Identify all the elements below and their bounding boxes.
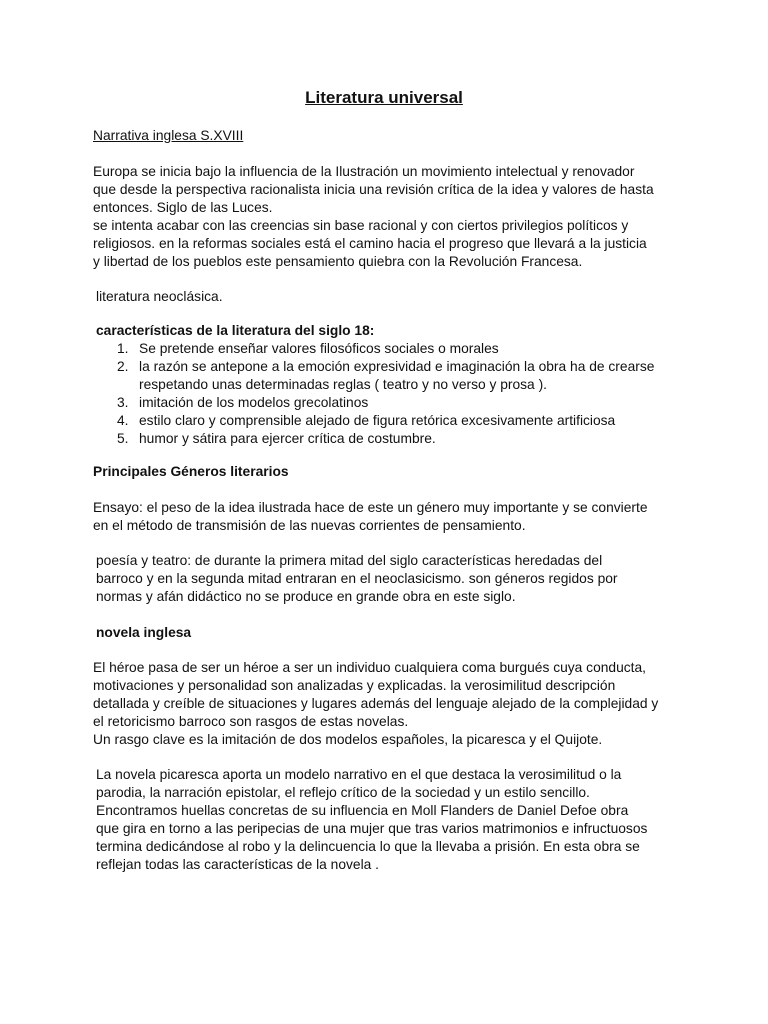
list-number: 5.	[117, 431, 129, 446]
picaresque-line: parodia, la narración epistolar, el reflejo crítico de la sociedad y un estilo sencillo.	[96, 785, 590, 800]
intro-line: y libertad de los pueblos este pensamiento quiebra con la Revolución Francesa.	[93, 254, 583, 269]
novel-line: detallada y creíble de situaciones y lugares además del lenguaje alejado de la complejidad y	[93, 696, 659, 711]
list-item-text: estilo claro y comprensible alejado de figura retórica excesivamente artificiosa	[139, 413, 616, 428]
picaresque-line: termina dedicándose al robo y la delincuencia lo que la llevaba a prisión. En esta obra se	[96, 839, 640, 854]
list-item-text: imitación de los modelos grecolatinos	[139, 395, 369, 410]
document-title: Literatura universal	[305, 88, 463, 107]
essay-line: en el método de transmisión de las nuevas corrientes de pensamiento.	[93, 518, 526, 533]
list-item-text: Se pretende enseñar valores filosóficos sociales o morales	[139, 341, 499, 356]
picaresque-paragraph	[93, 766, 686, 874]
characteristics-list	[93, 340, 683, 448]
neoclassic-line: literatura neoclásica.	[96, 289, 223, 304]
list-number: 3.	[117, 395, 129, 410]
novel-line: Un rasgo clave es la imitación de dos modelos españoles, la picaresca y el Quijote.	[93, 732, 603, 747]
list-number: 2.	[117, 359, 129, 374]
picaresque-line: Encontramos huellas concretas de su influencia en Moll Flanders de Daniel Defoe obra	[96, 803, 629, 818]
intro-line: que desde la perspectiva racionalista inicia una revisión crítica de la idea y valores de hasta	[93, 182, 654, 197]
poetry-line: poesía y teatro: de durante la primera mitad del siglo características heredadas del	[96, 553, 603, 568]
novel-line: El héroe pasa de ser un héroe a ser un individuo cualquiera coma burgués cuya conducta,	[93, 660, 646, 675]
essay-paragraph	[93, 499, 683, 535]
novel-line: el retoricismo barroco son rasgos de estas novelas.	[93, 714, 409, 729]
list-number: 4.	[117, 413, 129, 428]
intro-line: entonces. Siglo de las Luces.	[93, 200, 273, 215]
list-item	[93, 394, 683, 412]
list-item	[93, 358, 683, 394]
list-item-text: la razón se antepone a la emoción expresividad e imaginación la obra ha de crearse	[139, 359, 655, 374]
list-item	[93, 340, 683, 358]
poetry-line: normas y afán didáctico no se produce en grande obra en este siglo.	[96, 589, 516, 604]
intro-line: Europa se inicia bajo la influencia de la Ilustración un movimiento intelectual y renovador	[93, 164, 635, 179]
list-item	[93, 412, 683, 430]
characteristics-heading: características de la literatura del siglo 18:	[96, 323, 375, 338]
intro-line: se intenta acabar con las creencias sin base racional y con ciertos privilegios políticos y	[93, 218, 629, 233]
picaresque-line: La novela picaresca aporta un modelo narrativo en el que destaca la verosimilitud o la	[96, 767, 622, 782]
poetry-line: barroco y en la segunda mitad entraran en el neoclasicismo. son géneros regidos por	[96, 571, 618, 586]
intro-paragraph	[93, 163, 683, 271]
essay-line: Ensayo: el peso de la idea ilustrada hace de este un género muy importante y se convierte	[93, 500, 648, 515]
poetry-theatre-paragraph	[93, 552, 686, 606]
list-item-text: respetando unas determinadas reglas ( teatro y no verso y prosa ).	[139, 377, 547, 392]
novel-paragraph	[93, 659, 683, 749]
intro-line: religiosos. en la reformas sociales está el camino hacia el progreso que llevará a la justicia	[93, 236, 647, 251]
genres-heading: Principales Géneros literarios	[93, 464, 289, 479]
list-item-text: humor y sátira para ejercer crítica de costumbre.	[139, 431, 436, 446]
section-subtitle: Narrativa inglesa S.XVIII	[93, 128, 244, 143]
novel-heading: novela inglesa	[96, 625, 192, 640]
novel-line: motivaciones y personalidad son analizadas y explicadas. la verosimilitud descripción	[93, 678, 616, 693]
list-number: 1.	[117, 341, 129, 356]
list-item	[93, 430, 683, 448]
picaresque-line: que gira en torno a las peripecias de una mujer que tras varios matrimonios e infructuosos	[96, 821, 648, 836]
picaresque-line: reflejan todas las características de la novela .	[96, 857, 379, 872]
